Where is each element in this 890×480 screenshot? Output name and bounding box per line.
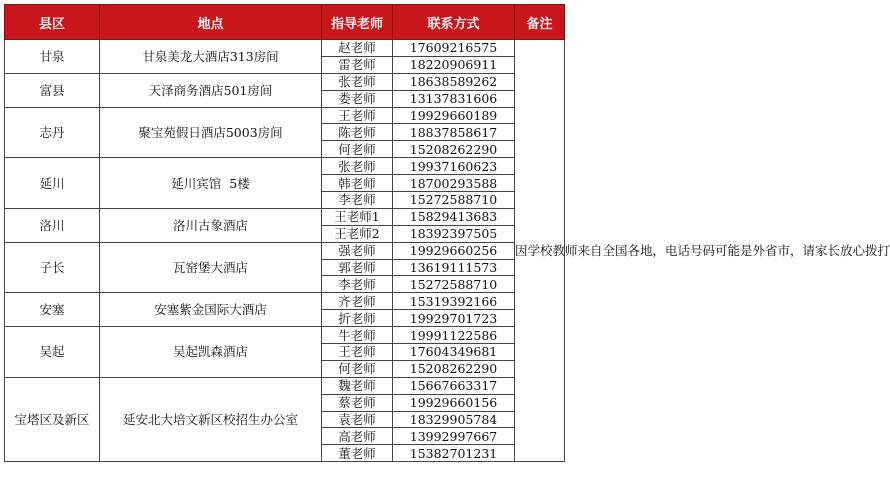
table-body	[5, 40, 890, 462]
phone-cell: 15272588710	[393, 276, 515, 293]
location-cell: 瓦窑堡大酒店	[100, 242, 322, 293]
phone-cell: 19929660189	[393, 107, 515, 124]
header-county: 县区	[5, 5, 100, 40]
county-cell: 延川	[5, 158, 100, 209]
phone-cell: 15667663317	[393, 377, 515, 394]
teacher-cell: 何老师	[322, 141, 393, 158]
teacher-cell: 蔡老师	[322, 394, 393, 411]
phone-cell: 18329905784	[393, 411, 515, 428]
teacher-cell: 张老师	[322, 73, 393, 90]
teacher-cell: 董老师	[322, 445, 393, 462]
table-row	[5, 73, 565, 90]
teacher-cell: 魏老师	[322, 377, 393, 394]
phone-cell: 18638589262	[393, 73, 515, 90]
teacher-cell: 王老师	[322, 107, 393, 124]
header-note: 备注	[515, 5, 565, 40]
phone-cell: 13137831606	[393, 90, 515, 107]
phone-cell: 18392397505	[393, 225, 515, 242]
teacher-cell: 张老师	[322, 158, 393, 175]
phone-cell: 15272588710	[393, 192, 515, 209]
header-location: 地点	[100, 5, 322, 40]
table-row	[5, 377, 565, 394]
phone-cell: 15208262290	[393, 360, 515, 377]
teacher-cell: 王老师1	[322, 208, 393, 225]
contact-table	[4, 4, 890, 462]
teacher-cell: 赵老师	[322, 40, 393, 57]
phone-cell: 13992997667	[393, 428, 515, 445]
county-cell: 宝塔区及新区	[5, 377, 100, 461]
teacher-cell: 郭老师	[322, 259, 393, 276]
location-cell: 延川宾馆 5楼	[100, 158, 322, 209]
phone-cell: 18220906911	[393, 56, 515, 73]
location-cell: 聚宝苑假日酒店5003房间	[100, 107, 322, 158]
location-cell: 天泽商务酒店501房间	[100, 73, 322, 107]
table-row	[5, 242, 565, 259]
location-cell: 安塞紫金国际大酒店	[100, 293, 322, 327]
teacher-cell: 高老师	[322, 428, 393, 445]
contact-table-container	[4, 4, 890, 462]
teacher-cell: 李老师	[322, 192, 393, 209]
teacher-cell: 娄老师	[322, 90, 393, 107]
location-cell: 吴起凯森酒店	[100, 327, 322, 378]
table-row	[5, 208, 565, 225]
table-row	[5, 107, 565, 124]
teacher-cell: 李老师	[322, 276, 393, 293]
county-cell: 洛川	[5, 208, 100, 242]
phone-cell: 19929701723	[393, 310, 515, 327]
teacher-cell: 王老师	[322, 344, 393, 361]
phone-cell: 18837858617	[393, 124, 515, 141]
table-row	[5, 40, 565, 57]
header-teacher: 指导老师	[322, 5, 393, 40]
phone-cell: 19937160623	[393, 158, 515, 175]
note-cell: 因学校教师来自全国各地，电话号码可能是外省市，请家长放心拨打	[515, 40, 565, 462]
phone-cell: 19929660256	[393, 242, 515, 259]
teacher-cell: 何老师	[322, 360, 393, 377]
location-cell: 洛川古象酒店	[100, 208, 322, 242]
teacher-cell: 韩老师	[322, 175, 393, 192]
teacher-cell: 强老师	[322, 242, 393, 259]
teacher-cell: 牛老师	[322, 327, 393, 344]
table-row	[5, 327, 565, 344]
header-row	[5, 5, 565, 40]
phone-cell: 13619111573	[393, 259, 515, 276]
county-cell: 甘泉	[5, 40, 100, 74]
header-contact: 联系方式	[393, 5, 515, 40]
phone-cell: 17604349681	[393, 344, 515, 361]
county-cell: 志丹	[5, 107, 100, 158]
phone-cell: 19929660156	[393, 394, 515, 411]
phone-cell: 15382701231	[393, 445, 515, 462]
table-row	[5, 293, 565, 310]
table-row	[5, 158, 565, 175]
phone-cell: 15829413683	[393, 208, 515, 225]
location-cell: 甘泉美龙大酒店313房间	[100, 40, 322, 74]
teacher-cell: 袁老师	[322, 411, 393, 428]
teacher-cell: 折老师	[322, 310, 393, 327]
phone-cell: 17609216575	[393, 40, 515, 57]
teacher-cell: 雷老师	[322, 56, 393, 73]
teacher-cell: 陈老师	[322, 124, 393, 141]
county-cell: 子长	[5, 242, 100, 293]
county-cell: 吴起	[5, 327, 100, 378]
teacher-cell: 王老师2	[322, 225, 393, 242]
county-cell: 安塞	[5, 293, 100, 327]
county-cell: 富县	[5, 73, 100, 107]
location-cell: 延安北大培文新区校招生办公室	[100, 377, 322, 461]
phone-cell: 15208262290	[393, 141, 515, 158]
teacher-cell: 齐老师	[322, 293, 393, 310]
phone-cell: 18700293588	[393, 175, 515, 192]
phone-cell: 15319392166	[393, 293, 515, 310]
phone-cell: 19991122586	[393, 327, 515, 344]
